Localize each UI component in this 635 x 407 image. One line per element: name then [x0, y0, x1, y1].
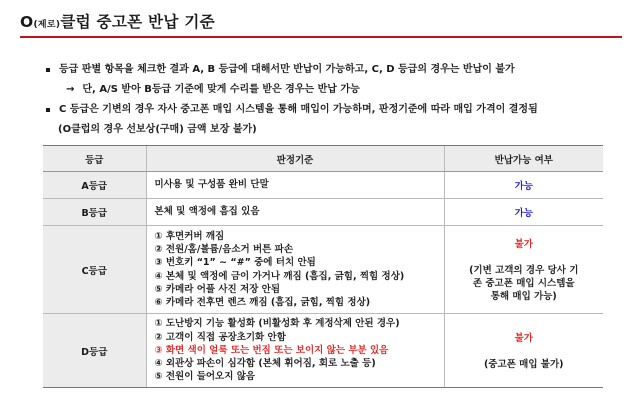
note-text-1: 등급 판별 항목을 체크한 결과 A, B 등급에 대해서만 반납이 가능하고, C, D 등급의 경우는 반납이 불가: [59, 64, 515, 75]
title-small: (제로): [33, 20, 61, 30]
criteria-line: ⑥ 카메라 전후면 렌즈 깨짐 (흠집, 긁힘, 찍힘 정상): [154, 297, 371, 309]
bullet-icon: [46, 68, 50, 72]
grade-cell: A등급: [43, 172, 146, 199]
note-line-1: [46, 60, 616, 80]
criteria-cell: [146, 199, 444, 226]
criteria-line: 본체 및 액정에 흠집 있음: [154, 206, 260, 218]
criteria-line: ② 고객이 직접 공장초기화 안함: [154, 331, 286, 343]
grade-table: [43, 145, 603, 388]
status-unavailable: 불가: [514, 239, 533, 250]
title-bar: [20, 6, 622, 38]
result-cell: [444, 314, 603, 388]
criteria-line-highlighted: ③ 화면 색이 얼룩 또는 번짐 또는 보이지 않는 부분 있음: [154, 344, 389, 356]
table-row: [43, 314, 603, 388]
title-prefix: O: [20, 13, 34, 31]
result-note: [445, 264, 604, 303]
header-returnable: 반납가능 여부: [444, 146, 603, 172]
result-note-line: 존 중고폰 매입 시스템을: [472, 278, 575, 289]
criteria-line: 미사용 및 구성품 완비 단말: [154, 179, 269, 191]
page-title: [20, 10, 215, 32]
grade-cell: D등급: [43, 314, 146, 388]
bullet-icon: [46, 108, 50, 112]
grade-cell: B등급: [43, 199, 146, 226]
notes-section: [46, 60, 616, 140]
note-text-2: 단, A/S 받아 B등급 기준에 맞게 수리를 받은 경우는 반납 가능: [82, 84, 360, 95]
table-row: [43, 172, 603, 199]
status-available: 가능: [514, 181, 533, 192]
header-grade: 등급: [43, 146, 146, 172]
criteria-line: ④ 외관상 파손이 심각함 (본체 휘어짐, 회로 노출 등): [154, 358, 376, 370]
header-criteria: 판정기준: [146, 146, 444, 172]
note-line-3: [46, 100, 616, 120]
criteria-line: ③ 번호키 “1” ~ “#” 중에 터치 안됨: [154, 257, 316, 269]
criteria-line: ② 전원/홈/볼륨/음소거 버튼 파손: [154, 243, 293, 255]
table-row: [43, 199, 603, 226]
note-text-4: (O클럽의 경우 선보상(구매) 금액 보장 불가): [58, 124, 257, 135]
note-text-3: C 등급은 기변의 경우 자사 중고폰 매입 시스템을 통해 매입이 가능하며, 판정기준에 따라 매입 가격이 결정됨: [59, 104, 538, 115]
criteria-line: ① 도난방지 기능 활성화 (비활성화 후 계정삭제 안된 경우): [154, 318, 400, 330]
criteria-line: ⑤ 전원이 들어오지 않음: [154, 371, 256, 383]
status-available: 가능: [514, 208, 533, 219]
result-note: [445, 358, 604, 371]
arrow-right-icon: →: [66, 84, 75, 95]
table-header-row: [43, 146, 603, 172]
status-unavailable: 불가: [514, 333, 533, 344]
result-note-line: (기변 고객의 경우 당사 기: [469, 265, 579, 276]
result-note-line: 통해 매입 가능): [490, 291, 557, 302]
criteria-cell: [146, 172, 444, 199]
title-rest: 클럽 중고폰 반납 기준: [60, 13, 215, 31]
criteria-line: ④ 본체 및 액정에 금이 가거나 깨짐 (흠집, 긁힘, 찍힘 정상): [154, 270, 405, 282]
criteria-cell: [146, 314, 444, 388]
criteria-cell: [146, 226, 444, 314]
note-line-4: [46, 120, 616, 140]
grade-cell: C등급: [43, 226, 146, 314]
table-row: [43, 226, 603, 314]
note-line-2: [46, 80, 616, 100]
criteria-line: ⑤ 카메라 어플 사진 저장 안됨: [154, 283, 281, 295]
result-note-line: (중고폰 매입 불가): [483, 359, 564, 370]
result-cell: [444, 199, 603, 226]
result-cell: [444, 172, 603, 199]
result-cell: [444, 226, 603, 314]
criteria-line: ① 후면커버 깨짐: [154, 230, 225, 242]
